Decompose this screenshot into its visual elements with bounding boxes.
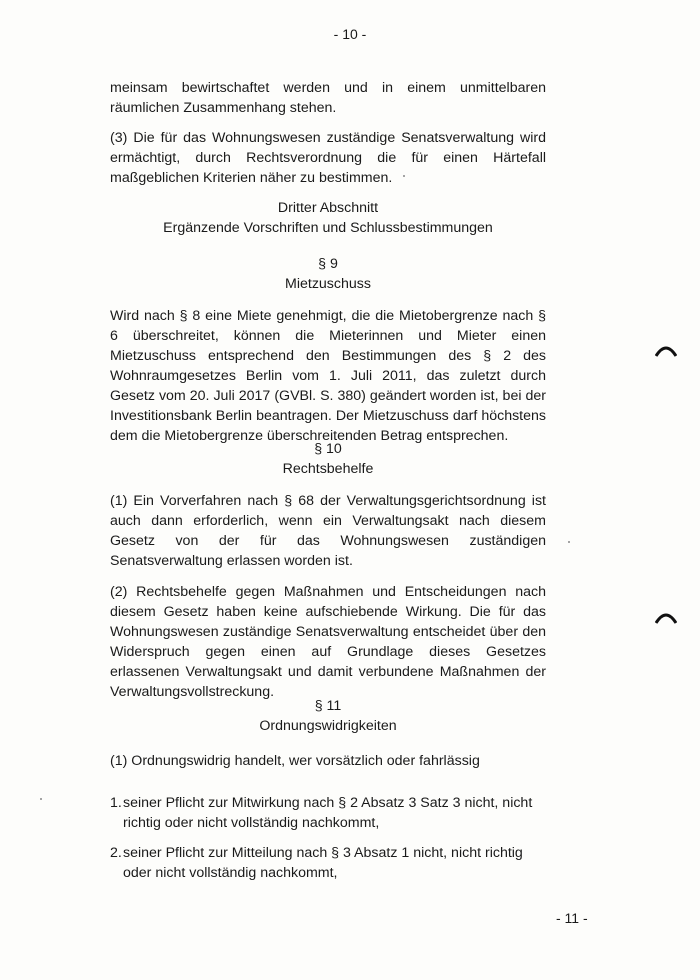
page-number-bottom: - 11 - (556, 910, 588, 926)
paragraph-10-heading (110, 439, 546, 479)
list-item-number: 2. (110, 845, 122, 861)
section-heading (110, 198, 546, 238)
paragraph-11-number: § 11 (314, 698, 342, 714)
section-heading-line-2: Ergänzende Vorschriften und Schlussbestimmungen (163, 220, 493, 236)
paragraph-11-title: Ordnungswidrigkeiten (259, 718, 397, 734)
scan-speck (40, 798, 42, 800)
paragraph-9-text: Wird nach § 8 eine Miete genehmigt, die die Mietobergrenze nach § 6 überschreitet, können die Mieterinnen und Mieter einen Mietzuschuss entsprechend den Bestimmungen des § 2 des Wohnraumgesetzes Berlin vom 1. Juli 2011, das zuletzt durch Gesetz vom 20. Juli 2017 (GVBl. S. 380) geändert worden ist, bei der Investitionsbank Berlin beantragen. Der Mietzuschuss darf höchstens dem die Mietobergrenze überschreitenden Betrag entsprechen. (110, 308, 546, 444)
list-item (110, 843, 550, 883)
paragraph-10-sub-2: (2) Rechtsbehelfe gegen Maßnahmen und Entscheidungen nach diesem Gesetz haben keine aufschiebende Wirkung. Die für das Wohnungswesen zuständige Senatsverwaltung entscheidet über den Widerspruch gegen einen auf Grundlage dieses Gesetzes erlassenen Verwaltungsakt und damit verbundene Maßnahmen der Verwaltungsvollstreckung. (110, 584, 546, 700)
paragraph-3: (3) Die für das Wohnungswesen zuständige Senatsverwaltung wird ermächtigt, durch Rechtsverordnung die für einen Härtefall maßgeblichen Kriterien näher zu bestimmen. (110, 130, 546, 186)
paragraph-11-sub-1: (1) Ordnungswidrig handelt, wer vorsätzlich oder fahrlässig (110, 753, 480, 769)
section-heading-line-1: Dritter Abschnitt (277, 200, 379, 216)
list-item (110, 793, 550, 833)
paragraph-10-sub-1: (1) Ein Vorverfahren nach § 68 der Verwaltungsgerichtsordnung ist auch dann erforderlich, wenn ein Verwaltungsakt nach diesem Gesetz von der für das Wohnungswesen zuständigen Senatsverwaltung erlassen worden ist. (110, 493, 546, 569)
scan-bracket-mark (655, 610, 677, 624)
paragraph-9-title: Mietzuschuss (285, 276, 371, 292)
paragraph-9-number: § 9 (318, 256, 338, 272)
paragraph-11-heading (110, 696, 546, 736)
paragraph-10-title: Rechtsbehelfe (282, 461, 374, 477)
paragraph-10-number: § 10 (314, 441, 342, 457)
scan-bracket-mark (655, 343, 677, 357)
list-item-text: seiner Pflicht zur Mitwirkung nach § 2 Absatz 3 Satz 3 nicht, nicht richtig oder nicht vollständig nachkommt, (123, 795, 533, 831)
paragraph-9-heading (110, 254, 546, 294)
scan-speck (568, 541, 570, 543)
page-number-top: - 10 - (333, 26, 367, 42)
paragraph-continuation: meinsam bewirtschaftet werden und in einem unmittelbaren räumlichen Zusammenhang stehen. (110, 80, 546, 116)
list-item-number: 1. (110, 795, 122, 811)
list-item-text: seiner Pflicht zur Mitteilung nach § 3 Absatz 1 nicht, nicht richtig oder nicht vollständig nachkommt, (123, 845, 523, 881)
scan-speck (403, 175, 405, 177)
